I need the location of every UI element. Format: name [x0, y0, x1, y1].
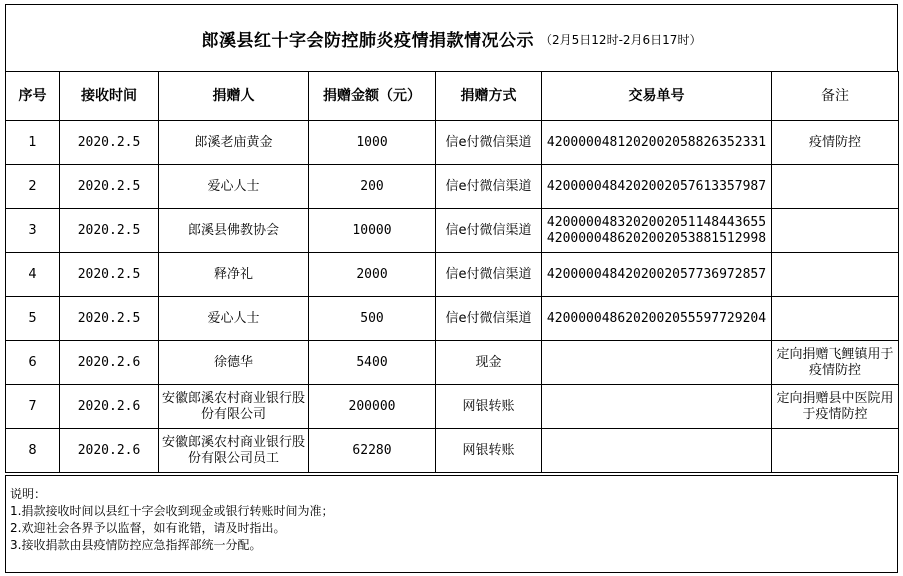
cell-seq: 1: [6, 121, 60, 165]
cell-method: 信e付微信渠道: [436, 253, 542, 297]
table-row: [6, 385, 899, 429]
cell-donor: 爱心人士: [159, 297, 309, 341]
cell-note: [772, 209, 899, 253]
table-row: [6, 165, 899, 209]
cell-note: [772, 429, 899, 473]
cell-amount: 1000: [309, 121, 436, 165]
cell-seq: 5: [6, 297, 60, 341]
cell-amount: 62280: [309, 429, 436, 473]
table-row: [6, 297, 899, 341]
txn-id: 4200000484202002057736972857: [546, 266, 767, 282]
notes-heading: 说明：: [10, 487, 47, 501]
cell-note: 定向捐赠县中医院用于疫情防控: [772, 385, 899, 429]
cell-date: 2020.2.5: [60, 253, 159, 297]
cell-txn: [542, 385, 772, 429]
cell-seq: 4: [6, 253, 60, 297]
table-row: [6, 341, 899, 385]
header-txn: 交易单号: [542, 72, 772, 121]
header-note: 备注: [772, 72, 899, 121]
cell-txn: [542, 253, 772, 297]
title-row: [5, 4, 898, 72]
title-period: （2月5日12时-2月6日17时）: [540, 33, 702, 47]
cell-seq: 3: [6, 209, 60, 253]
cell-note: [772, 297, 899, 341]
cell-seq: 6: [6, 341, 60, 385]
table-row: [6, 209, 899, 253]
cell-txn: [542, 297, 772, 341]
cell-method: 网银转账: [436, 429, 542, 473]
cell-txn: [542, 165, 772, 209]
cell-date: 2020.2.6: [60, 429, 159, 473]
cell-date: 2020.2.5: [60, 121, 159, 165]
cell-date: 2020.2.6: [60, 385, 159, 429]
cell-date: 2020.2.5: [60, 165, 159, 209]
table-row: [6, 429, 899, 473]
header-row: [6, 72, 899, 121]
cell-method: 信e付微信渠道: [436, 165, 542, 209]
notes-section: [5, 475, 898, 573]
cell-amount: 500: [309, 297, 436, 341]
cell-donor: 郎溪县佛教协会: [159, 209, 309, 253]
cell-amount: 200000: [309, 385, 436, 429]
cell-date: 2020.2.5: [60, 209, 159, 253]
header-seq: 序号: [6, 72, 60, 121]
cell-amount: 10000: [309, 209, 436, 253]
cell-donor: 安徽郎溪农村商业银行股份有限公司员工: [159, 429, 309, 473]
cell-amount: 5400: [309, 341, 436, 385]
cell-amount: 2000: [309, 253, 436, 297]
header-method: 捐赠方式: [436, 72, 542, 121]
note-item: 1.捐款接收时间以县红十字会收到现金或银行转账时间为准；: [10, 504, 334, 518]
cell-method: 现金: [436, 341, 542, 385]
cell-amount: 200: [309, 165, 436, 209]
cell-method: 信e付微信渠道: [436, 209, 542, 253]
cell-seq: 7: [6, 385, 60, 429]
header-donor: 捐赠人: [159, 72, 309, 121]
header-amount: 捐赠金额（元）: [309, 72, 436, 121]
cell-seq: 8: [6, 429, 60, 473]
cell-txn: [542, 429, 772, 473]
cell-note: [772, 165, 899, 209]
cell-donor: 郎溪老庙黄金: [159, 121, 309, 165]
cell-donor: 爱心人士: [159, 165, 309, 209]
cell-txn: [542, 209, 772, 253]
cell-note: [772, 253, 899, 297]
cell-method: 信e付微信渠道: [436, 121, 542, 165]
txn-id: 4200000486202002053881512998: [546, 230, 767, 246]
cell-method: 网银转账: [436, 385, 542, 429]
txn-id: 4200000484202002057613357987: [546, 178, 767, 194]
page-title: 郎溪县红十字会防控肺炎疫情捐款情况公示: [201, 30, 535, 51]
table-row: [6, 253, 899, 297]
txn-id: 4200000483202002051148443655: [546, 214, 767, 230]
cell-txn: [542, 341, 772, 385]
cell-method: 信e付微信渠道: [436, 297, 542, 341]
cell-date: 2020.2.5: [60, 297, 159, 341]
table-row: [6, 121, 899, 165]
cell-donor: 释净礼: [159, 253, 309, 297]
cell-donor: 徐德华: [159, 341, 309, 385]
txn-id: 4200000481202002058826352331: [546, 134, 767, 150]
header-date: 接收时间: [60, 72, 159, 121]
cell-date: 2020.2.6: [60, 341, 159, 385]
cell-donor: 安徽郎溪农村商业银行股份有限公司: [159, 385, 309, 429]
note-item: 3.接收捐款由县疫情防控应急指挥部统一分配。: [10, 538, 262, 552]
donation-table: [5, 71, 899, 473]
cell-txn: [542, 121, 772, 165]
cell-note: 定向捐赠飞鲤镇用于疫情防控: [772, 341, 899, 385]
cell-seq: 2: [6, 165, 60, 209]
cell-note: 疫情防控: [772, 121, 899, 165]
txn-id: 4200000486202002055597729204: [546, 310, 767, 326]
note-item: 2.欢迎社会各界予以监督，如有讹错，请及时指出。: [10, 521, 286, 535]
